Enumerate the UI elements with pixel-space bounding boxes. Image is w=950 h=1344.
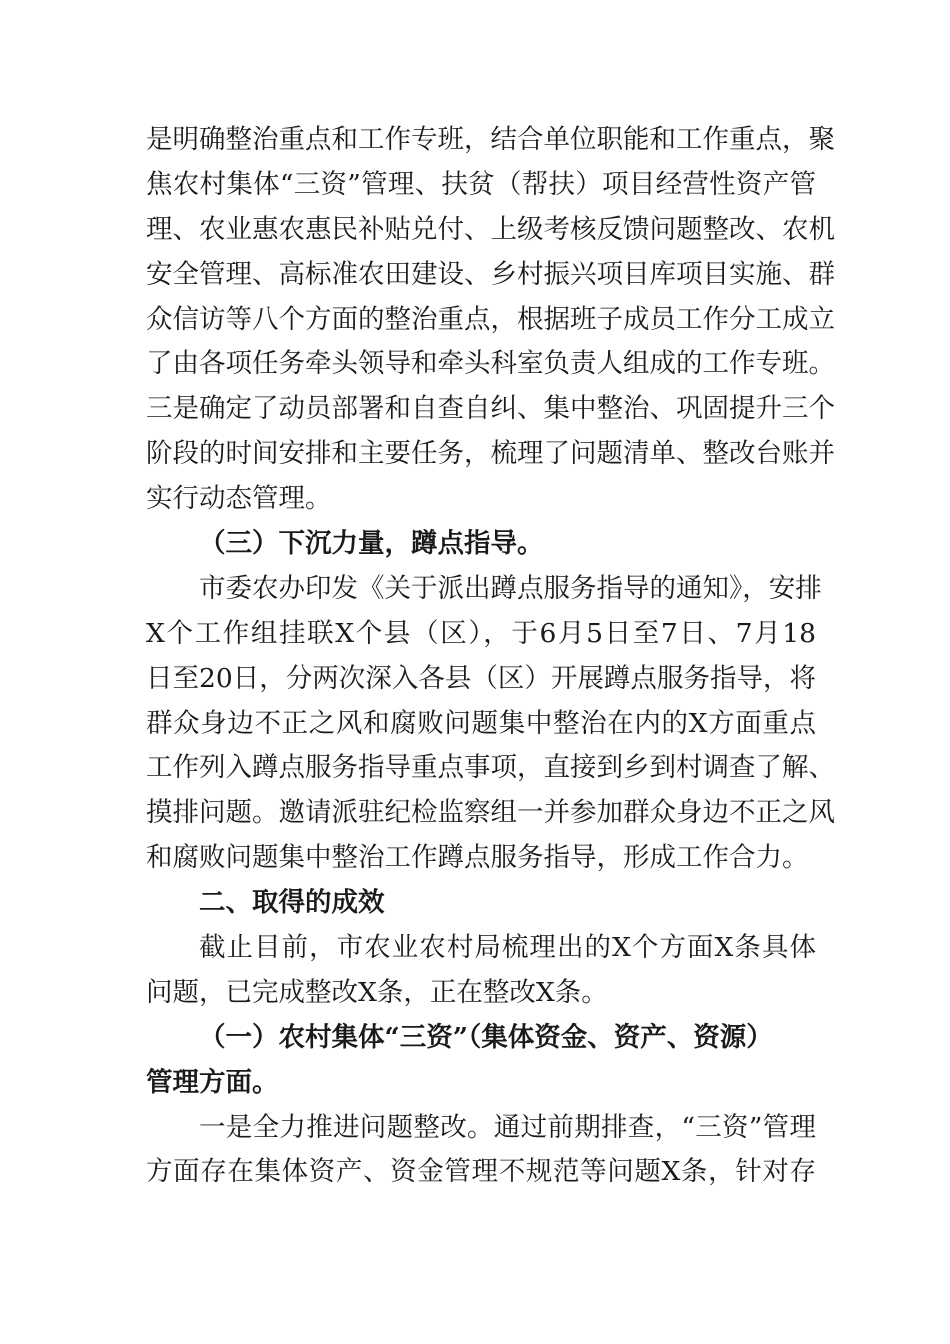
body-line: 市委农办印发《关于派出蹲点服务指导的通知》，安排 bbox=[199, 572, 822, 604]
body-line: 阶段的时间安排和主要任务，梳理了问题清单、整改台账并 bbox=[146, 438, 835, 470]
body-line: 实行动态管理。 bbox=[146, 483, 332, 515]
section-heading-1: （一）农村集体“三资”（集体资金、资产、资源） bbox=[199, 1021, 773, 1053]
body-line: 摸排问题。邀请派驻纪检监察组一并参加群众身边不正之风 bbox=[146, 797, 835, 829]
body-line: 了由各项任务牵头领导和牵头科室负责人组成的工作专班。 bbox=[146, 348, 835, 380]
document-body bbox=[146, 118, 835, 1195]
body-line: 安全管理、高标准农田建设、乡村振兴项目库项目实施、群 bbox=[146, 258, 835, 290]
section-heading-3: （三）下沉力量，蹲点指导。 bbox=[199, 528, 544, 560]
body-line: 问题，已完成整改X条，正在整改X条。 bbox=[146, 976, 608, 1008]
body-line: 一是全力推进问题整改。通过前期排查，“三资”管理 bbox=[199, 1111, 816, 1143]
body-line: 焦农村集体“三资”管理、扶贫（帮扶）项目经营性资产管 bbox=[146, 168, 816, 200]
body-line: 众信访等八个方面的整治重点，根据班子成员工作分工成立 bbox=[146, 303, 835, 335]
body-line: 理、农业惠农惠民补贴兑付、上级考核反馈问题整改、农机 bbox=[146, 213, 835, 245]
body-line: 三是确定了动员部署和自查自纠、集中整治、巩固提升三个 bbox=[146, 393, 835, 425]
body-line: 方面存在集体资产、资金管理不规范等问题X条，针对存 bbox=[146, 1156, 816, 1188]
body-line: 群众身边不正之风和腐败问题集中整治在内的X方面重点 bbox=[146, 707, 816, 739]
body-line: 工作列入蹲点服务指导重点事项，直接到乡到村调查了解、 bbox=[146, 752, 835, 784]
body-line: X个工作组挂联X个县（区），于6月5日至7日、7月18 bbox=[146, 617, 816, 649]
section-heading-2: 二、取得的成效 bbox=[199, 887, 385, 919]
body-line: 日至20日，分两次深入各县（区）开展蹲点服务指导，将 bbox=[146, 662, 816, 694]
body-line: 是明确整治重点和工作专班，结合单位职能和工作重点，聚 bbox=[146, 124, 835, 155]
body-line: 和腐败问题集中整治工作蹲点服务指导，形成工作合力。 bbox=[146, 842, 809, 874]
body-line: 截止目前，市农业农村局梳理出的X个方面X条具体 bbox=[199, 932, 816, 964]
section-heading-1-cont: 管理方面。 bbox=[146, 1066, 279, 1098]
